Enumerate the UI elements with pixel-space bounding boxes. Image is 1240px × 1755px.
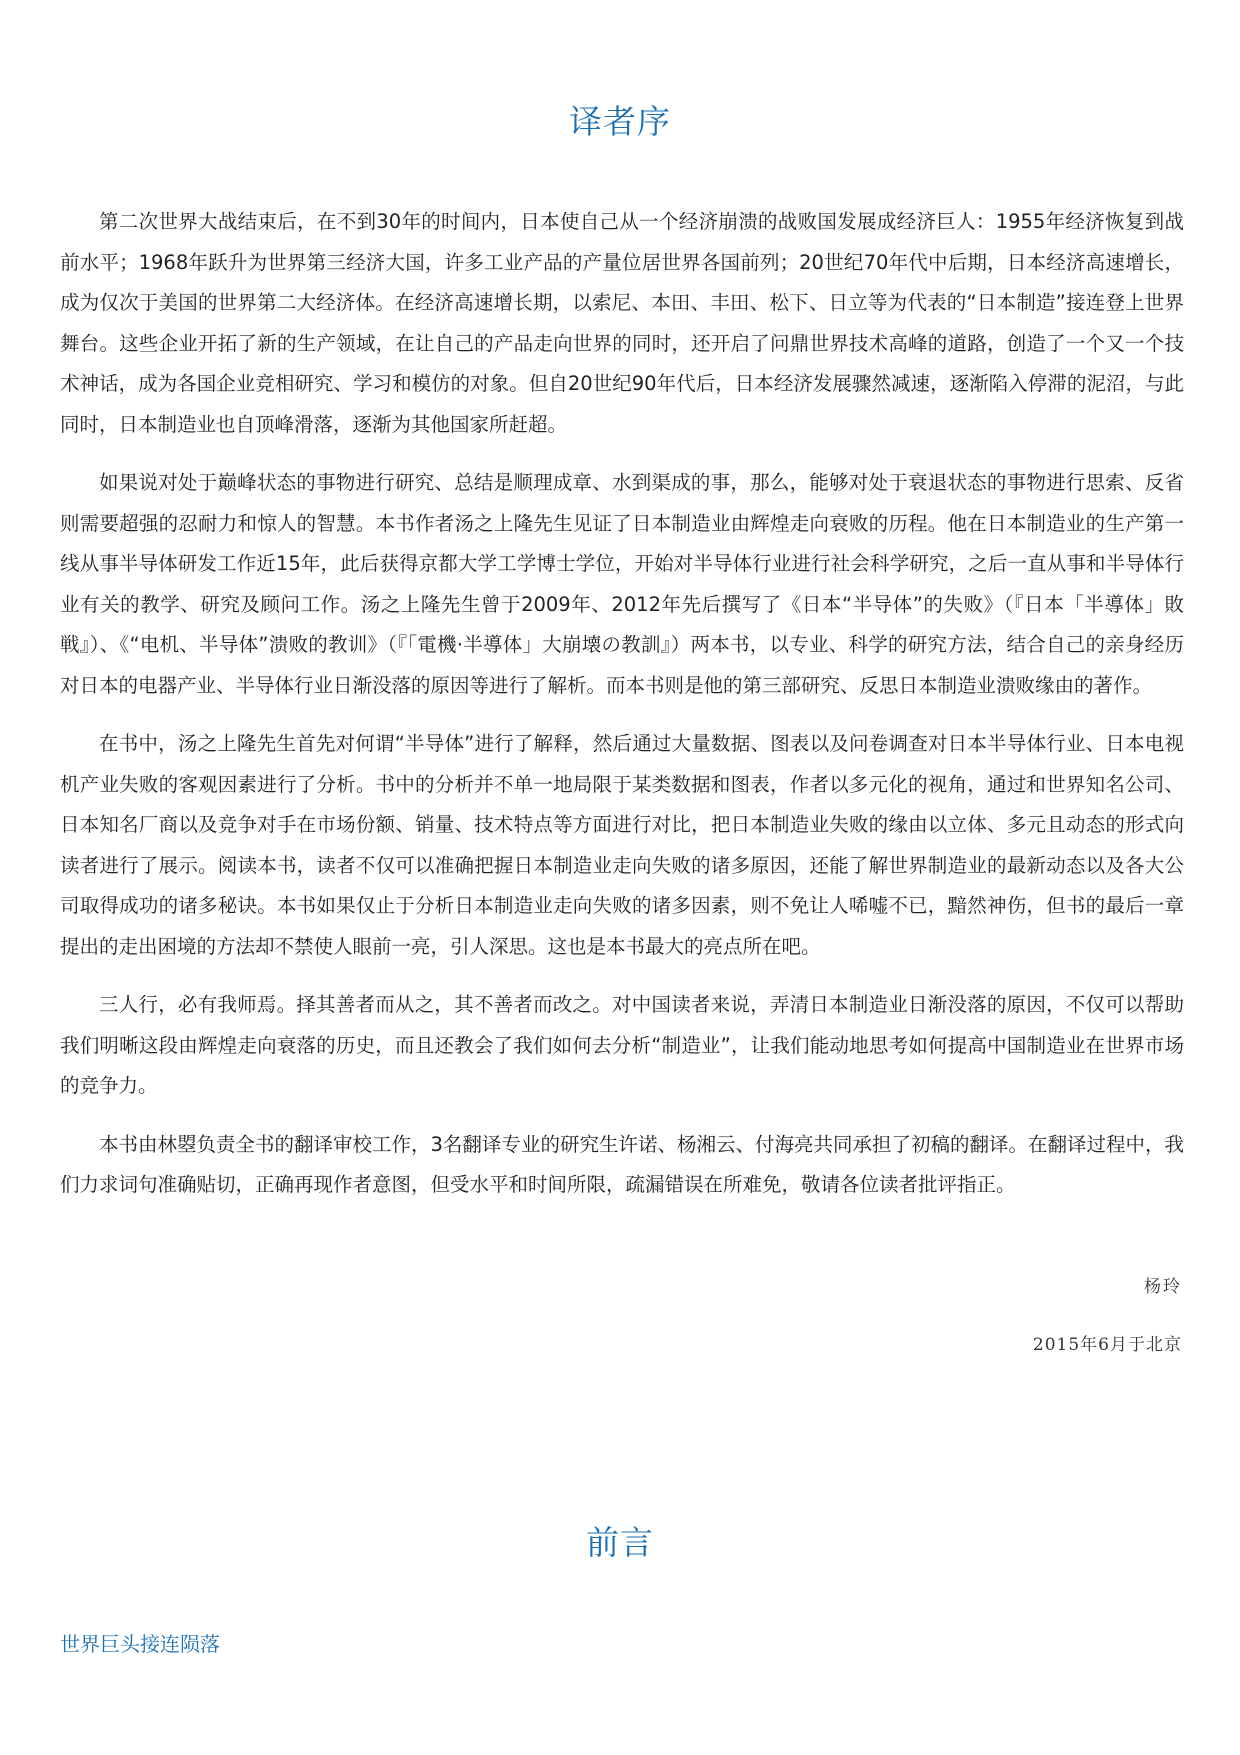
page-title-foreword: 前言 xyxy=(586,1523,654,1563)
preface-paragraph-1: 第二次世界大战结束后，在不到30年的时间内，日本使自己从一个经济崩溃的战败国发展成经济巨人：1955年经济恢复到战前水平；1968年跃升为世界第三经济大国，许多工业产品的产量位居世界各国前列；20世纪70年代中后期，日本经济高速增长，成为仅次于美国的世界第二大经济体。在经济高速增长期，以索尼、本田、丰田、松下、日立等为代表的“日本制造”接连登上世界舞台。这些企业开拓了新的生产领域，在让自己的产品走向世界的同时，还开启了问鼎世界技术高峰的道路，创造了一个又一个技术神话，成为各国企业竞相研究、学习和模仿的对象。但自20世纪90年代后，日本经济发展骤然减速，逐渐陷入停滞的泥沼，与此同时，日本制造业也自顶峰滑落，逐渐为其他国家所赶超。 xyxy=(60,210,1184,436)
preface-paragraph-2: 如果说对处于巅峰状态的事物进行研究、总结是顺理成章、水到渠成的事，那么，能够对处于衰退状态的事物进行思索、反省则需要超强的忍耐力和惊人的智慧。本书作者汤之上隆先生见证了日本制造业由辉煌走向衰败的历程。他在日本制造业的生产第一线从事半导体研发工作近15年，此后获得京都大学工学博士学位，开始对半导体行业进行社会科学研究，之后一直从事和半导体行业有关的教学、研究及顾问工作。汤之上隆先生曾于2009年、2012年先后撰写了《日本“半导体”的失败》（『日本「半導体」敗戦』）、《“电机、半导体”溃败的教训》（『「電機·半導体」大崩壊の教訓』）两本书，以专业、科学的研究方法，结合自己的亲身经历对日本的电器产业、半导体行业日渐没落的原因等进行了解析。而本书则是他的第三部研究、反思日本制造业溃败缘由的著作。 xyxy=(60,471,1184,697)
preface-body xyxy=(60,202,1184,1224)
preface-paragraph-4: 三人行，必有我师焉。择其善者而从之，其不善者而改之。对中国读者来说，弄清日本制造业日渐没落的原因，不仅可以帮助我们明晰这段由辉煌走向衰落的历史，而且还教会了我们如何去分析“制造业”，让我们能动地思考如何提高中国制造业在世界市场的竞争力。 xyxy=(60,993,1184,1097)
preface-paragraph-3: 在书中，汤之上隆先生首先对何谓“半导体”进行了解释，然后通过大量数据、图表以及问卷调查对日本半导体行业、日本电视机产业失败的客观因素进行了分析。书中的分析并不单一地局限于某类数据和图表，作者以多元化的视角，通过和世界知名公司、日本知名厂商以及竞争对手在市场份额、销量、技术特点等方面进行对比，把日本制造业失败的缘由以立体、多元且动态的形式向读者进行了展示。阅读本书，读者不仅可以准确把握日本制造业走向失败的诸多原因，还能了解世界制造业的最新动态以及各大公司取得成功的诸多秘诀。本书如果仅止于分析日本制造业走向失败的诸多因素，则不免让人唏嘘不已，黯然神伤，但书的最后一章提出的走出困境的方法却不禁使人眼前一亮，引人深思。这也是本书最大的亮点所在吧。 xyxy=(60,732,1184,958)
preface-paragraph-5: 本书由林曌负责全书的翻译审校工作，3名翻译专业的研究生许诺、杨湘云、付海亮共同承担了初稿的翻译。在翻译过程中，我们力求词句准确贴切，正确再现作者意图，但受水平和时间所限，疏漏错误在所难免，敬请各位读者批评指正。 xyxy=(60,1132,1184,1196)
page-title-translator-preface: 译者序 xyxy=(569,102,671,142)
translator-signature-name: 杨玲 xyxy=(1144,1277,1182,1297)
translator-signature-date: 2015年6月于北京 xyxy=(1032,1335,1182,1355)
section-heading: 世界巨头接连陨落 xyxy=(60,1632,220,1656)
